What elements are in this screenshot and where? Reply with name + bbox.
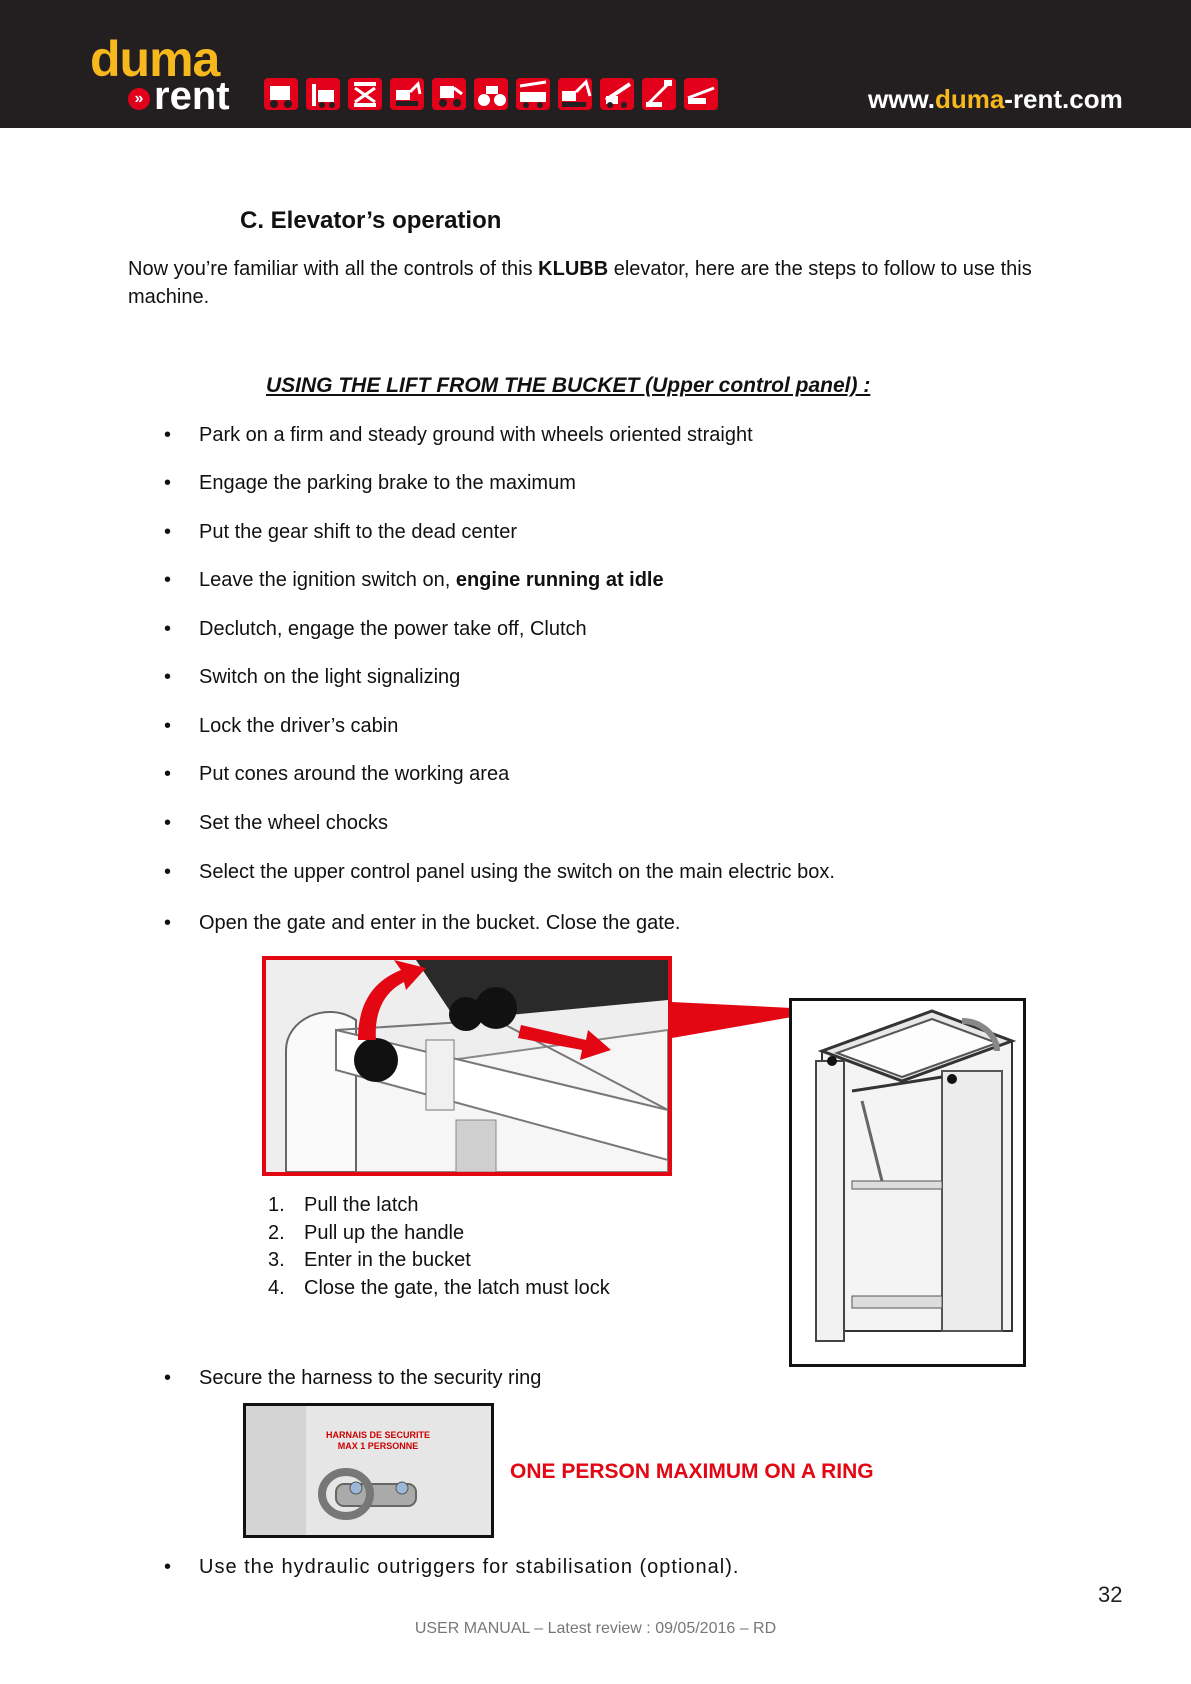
step-item: 4. Close the gate, the latch must lock [268,1276,610,1299]
skid-steer-icon [264,78,298,110]
logo-arrow-icon: » [128,88,150,110]
footer: USER MANUAL – Latest review : 09/05/2016 – RD [414,1620,777,1637]
page-number: 32 [1098,1582,1123,1607]
compactor-icon [474,78,508,110]
security-ring-image [243,1403,494,1538]
machine-icons-strip [262,74,720,114]
scissor-lift-icon [348,78,382,110]
logo-rent: rent [154,74,230,118]
warning-text: ONE PERSON MAXIMUM ON A RING [510,1460,874,1483]
loader-icon [432,78,466,110]
step-item: 3. Enter in the bucket [268,1249,471,1271]
intro-paragraph: Now you’re familiar with all the controls of this KLUBB elevator, here are the steps to follow to use this machine. [128,258,1032,308]
logo-duma: duma [90,31,220,87]
truck-crane-icon [516,78,550,110]
excavator-icon [558,78,592,110]
subheading: USING THE LIFT FROM THE BUCKET (Upper control panel) : [266,374,871,397]
boom-lift-icon [642,78,676,110]
forklift-icon [306,78,340,110]
step-item: 2. Pull up the handle [268,1221,465,1244]
ring-label-line1: HARNAIS DE SECURITE [325,1430,431,1440]
ring-illustration [246,1406,491,1535]
bucket-overview-image [789,998,1026,1367]
latch-illustration [266,960,668,1172]
gate-steps-list [268,1192,610,1302]
aerial-platform-icon [684,78,718,110]
step-item: 1. Pull the latch [268,1194,419,1216]
bucket-illustration [792,1001,1023,1364]
ring-label-line2: MAX 1 PERSONNE [337,1441,419,1451]
header-bar [0,0,1191,128]
latch-closeup-image [262,956,672,1176]
website-url[interactable]: www.duma-rent.com [868,84,1123,114]
mini-excavator-icon [390,78,424,110]
telehandler-icon [600,78,634,110]
section-title: C. Elevator’s operation [240,207,502,234]
